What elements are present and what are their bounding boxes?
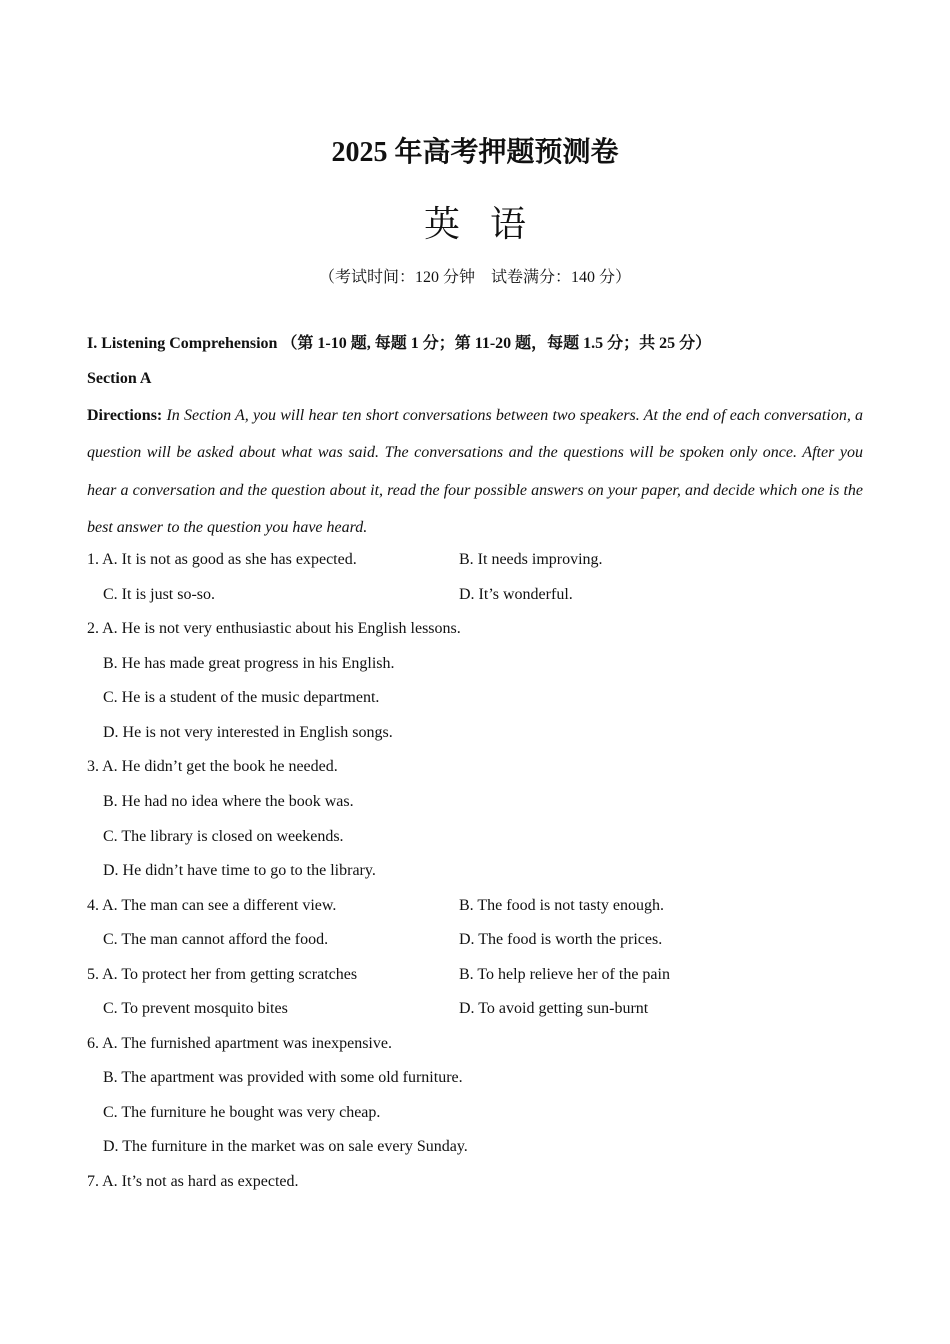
q1-option-c: C. It is just so-so. bbox=[103, 586, 216, 603]
q4-option-a: 4. A. The man can see a different view. bbox=[87, 897, 337, 914]
directions-label: Directions: bbox=[87, 407, 163, 424]
q2-option-a: 2. A. He is not very enthusiastic about his English lessons. bbox=[87, 620, 461, 637]
q6-option-c: C. The furniture he bought was very cheap. bbox=[103, 1104, 381, 1121]
q3-option-d: D. He didn’t have time to go to the library. bbox=[103, 862, 376, 879]
q4-option-c: C. The man cannot afford the food. bbox=[103, 931, 329, 948]
q5-option-a: 5. A. To protect her from getting scratches bbox=[87, 966, 358, 983]
q3-option-b: B. He had no idea where the book was. bbox=[103, 793, 354, 810]
q1-option-b: B. It needs improving. bbox=[459, 551, 603, 568]
q7-option-a: 7. A. It’s not as hard as expected. bbox=[87, 1173, 299, 1190]
directions-text: In Section A, you will hear ten short conversations between two speakers. At the end of each conversation, a question will be asked about what was said. The conversations and the questions will be spoken only once. After you hear a conversation and the question about it, read the four possible answers on your paper, and decide which one is the best answer to the question you have heard. bbox=[87, 407, 864, 536]
q4-option-b: B. The food is not tasty enough. bbox=[459, 897, 665, 914]
part1-heading-line bbox=[87, 334, 711, 354]
q5-option-d: D. To avoid getting sun-burnt bbox=[459, 1000, 649, 1017]
subject-title: 英语 bbox=[423, 204, 556, 244]
q2-option-d: D. He is not very interested in English songs. bbox=[103, 724, 393, 741]
q6-option-d: D. The furniture in the market was on sale every Sunday. bbox=[103, 1138, 468, 1155]
exam-info: （考试时间：120 分钟 试卷满分：140 分） bbox=[318, 269, 631, 286]
q1-option-a: 1. A. It is not as good as she has expected. bbox=[87, 551, 357, 568]
q1-option-d: D. It’s wonderful. bbox=[459, 586, 573, 603]
q4-option-d: D. The food is worth the prices. bbox=[459, 931, 663, 948]
q6-option-b: B. The apartment was provided with some old furniture. bbox=[103, 1069, 463, 1086]
q3-option-a: 3. A. He didn’t get the book he needed. bbox=[87, 758, 338, 775]
q5-option-b: B. To help relieve her of the pain bbox=[459, 966, 670, 983]
q5-option-c: C. To prevent mosquito bites bbox=[103, 1000, 288, 1017]
page-title: 2025 年高考押题预测卷 bbox=[331, 137, 619, 168]
part1-heading: I. Listening Comprehension bbox=[87, 335, 278, 352]
q6-option-a: 6. A. The furnished apartment was inexpensive. bbox=[87, 1035, 392, 1052]
q3-option-c: C. The library is closed on weekends. bbox=[103, 828, 344, 845]
section-a-heading: Section A bbox=[87, 370, 152, 387]
q2-option-c: C. He is a student of the music department. bbox=[103, 689, 380, 706]
directions-paragraph bbox=[87, 397, 863, 546]
part1-scoring: （第 1-10 题, 每题 1 分；第 11-20 题，每题 1.5 分；共 25 分） bbox=[281, 335, 712, 352]
q2-option-b: B. He has made great progress in his English. bbox=[103, 655, 395, 672]
